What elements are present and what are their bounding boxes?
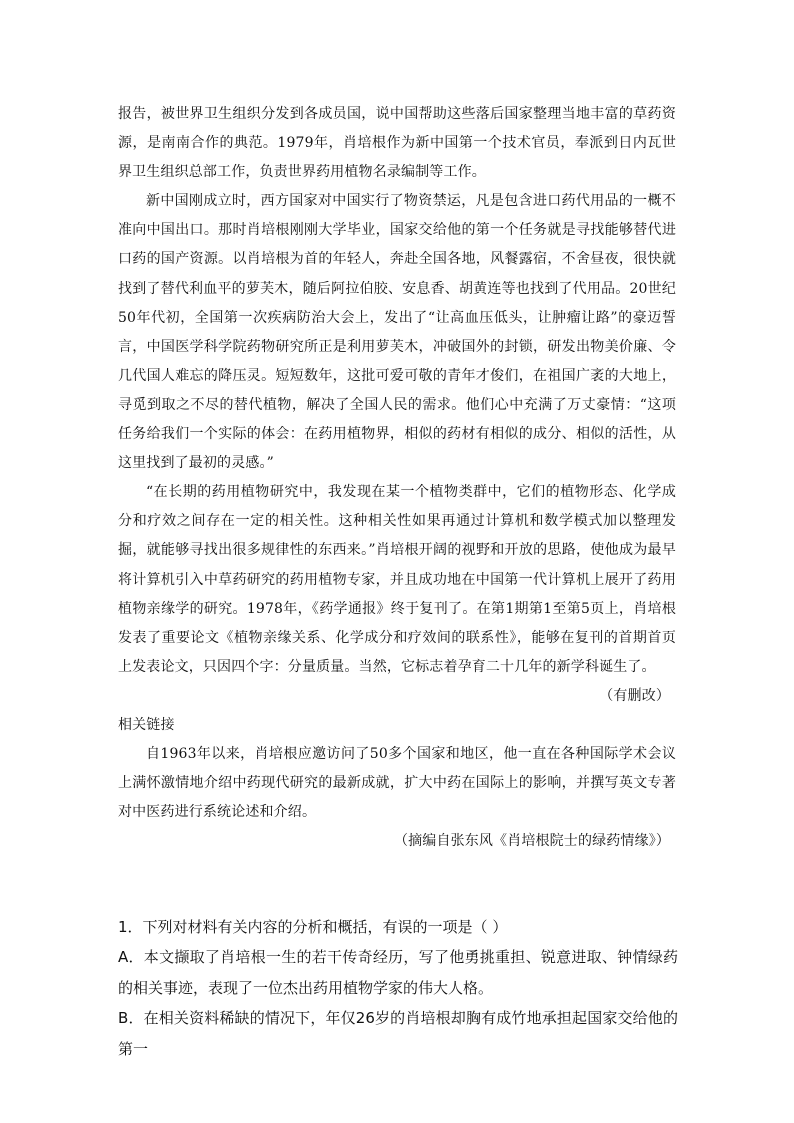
passage-paragraph-1: 报告，被世界卫生组织分发到各成员国，说中国帮助这些落后国家整理当地丰富的草药资源，是南南合作的典范。1979年，肖培根作为新中国第一个技术官员，奉派到日内瓦世界卫生组织总部工作，负责世界药用植物名录编制等工作。 (118, 106, 676, 181)
question-1-stem: 1．下列对材料有关内容的分析和概括，有误的一项是（ ） (118, 918, 508, 936)
source-note: （摘编自张东风《肖培根院士的绿药情缘》） (394, 833, 670, 850)
reading-passage (118, 100, 676, 856)
edit-note: （有删改） (599, 687, 670, 704)
related-link-paragraph: 自1963年以来，肖培根应邀访问了50多个国家和地区，他一直在各种国际学术会议上满怀激情地介绍中药现代研究的最新成就，扩大中药在国际上的影响，并撰写英文专著对中医药进行系统论述和介绍。 (118, 746, 676, 821)
passage-paragraph-2: 新中国刚成立时，西方国家对中国实行了物资禁运，凡是包含进口药代用品的一概不准向中国出口。那时肖培根刚刚大学毕业，国家交给他的第一个任务就是寻找能够替代进口药的国产资源。以肖培根为首的年轻人，奔赴全国各地，风餐露宿，不舍昼夜，很快就找到了替代利血平的萝芙木，随后阿拉伯胶、安息香、胡黄连等也找到了代用品。20世纪50年代初，全国第一次疾病防治大会上，发出了“让高血压低头，让肿瘤让路”的豪迈誓言，中国医学科学院药物研究所正是利用萝芙木，冲破国外的封锁，研发出物美价廉、令几代国人难忘的降压灵。短短数年，这批可爱可敬的青年才俊们，在祖国广袤的大地上，寻觅到取之不尽的替代植物，解决了全国人民的需求。他们心中充满了万丈豪情：“这项任务给我们一个实际的体会：在药用植物界，相似的药材有相似的成分、相似的活性，从这里找到了最初的灵感。” (118, 193, 676, 472)
question-1-option-a: A．本文撷取了肖培根一生的若干传奇经历，写了他勇挑重担、锐意进取、钟情绿药的相关事迹，表现了一位杰出药用植物学家的伟大人格。 (118, 948, 678, 997)
question-section (118, 912, 678, 1064)
question-1-option-b: B．在相关资料稀缺的情况下，年仅26岁的肖培根却胸有成竹地承担起国家交给他的第一 (118, 1009, 678, 1058)
passage-paragraph-3: “在长期的药用植物研究中，我发现在某一个植物类群中，它们的植物形态、化学成分和疗效之间存在一定的相关性。这种相关性如果再通过计算机和数学模式加以整理发掘，就能够寻找出很多规律性的东西来。”肖培根开阔的视野和开放的思路，使他成为最早将计算机引入中草药研究的药用植物专家，并且成功地在中国第一代计算机上展开了药用植物亲缘学的研究。1978年，《药学通报》终于复刊了。在第1期第1至第5页上，肖培根发表了重要论文《植物亲缘关系、化学成分和疗效间的联系性》，能够在复刊的首期首页上发表论文，只因四个字：分量质量。当然，它标志着孕育二十几年的新学科诞生了。 (118, 484, 676, 675)
related-link-label: 相关链接 (118, 716, 175, 733)
